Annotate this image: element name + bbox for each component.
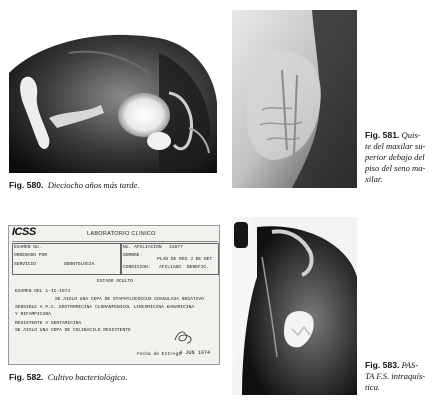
nombre-label: NOMBRE (123, 253, 140, 258)
caption-text-line: xilar. (365, 174, 383, 184)
caption-text-line: TA F.S. intraquís- (365, 371, 426, 381)
caption-text-line: tica. (365, 382, 381, 392)
caption-text-line: te del maxilar su- (365, 141, 426, 151)
afiliacion-value: 31077 (169, 245, 183, 250)
lab-title: LABORATORIO CLINICO (87, 231, 156, 237)
caption-text-line: PAS- (401, 360, 419, 370)
afiliacion-label: No. AFILIACION (123, 245, 162, 250)
estado-text: ESTADO OCULTO (97, 279, 133, 284)
condicion-label: CONDICION: (123, 265, 151, 270)
xray-image-581 (232, 10, 357, 188)
report-line: Y RIFAMPICINA (15, 312, 51, 317)
servicio-value: ODONTOLOGIA (64, 262, 95, 267)
caption-fig-580 (9, 180, 140, 191)
fecha-value: 4 JUN 1974 (179, 350, 211, 356)
lab-logo: ICSS (12, 226, 36, 238)
caption-number: Fig. 583. (365, 360, 400, 370)
figure-583-xray (232, 217, 357, 395)
caption-fig-582 (9, 372, 127, 383)
xray-image-583 (232, 217, 357, 395)
report-line: SENSIBLE A P.C. ERITROMICINA CLORANFENICOL LINCOMICINA KANAMICINA (15, 305, 195, 310)
condicion-option-afiliado: AFILIADO (159, 265, 182, 270)
servicio-label: SERVICIO (14, 262, 37, 267)
fecha-label: Fecha de Entrega (137, 352, 182, 357)
xray-image-580 (9, 33, 217, 173)
caption-text-line: piso del seno ma- (365, 163, 426, 173)
caption-fig-581 (365, 130, 439, 185)
caption-fig-583 (365, 360, 439, 393)
report-line: RESISTENTE A GENTAMICINA (15, 321, 82, 326)
caption-text-line: Quis- (401, 130, 421, 140)
signature-mark (172, 328, 194, 346)
caption-number: Fig. 582. (9, 372, 44, 382)
examen-label: EXAMEN No. (14, 245, 42, 250)
divider (12, 241, 218, 242)
caption-text: Cultivo bacteriológico. (47, 372, 128, 382)
ordenado-label: ORDENADO POR (14, 253, 48, 258)
caption-number: Fig. 581. (365, 130, 400, 140)
report-line: EXAMEN DEL 1-II-1974 (15, 289, 71, 294)
lab-report-document (8, 225, 220, 365)
film-marker-icon (234, 222, 248, 248)
figure-580-xray (9, 33, 217, 173)
report-line: SE AISLO UNA CEPA DE COLIBACILO RESISTENTE (15, 328, 131, 333)
condicion-option-benefic: BENEFIC. (187, 265, 210, 270)
caption-text-line: perior debajo del (365, 152, 425, 162)
caption-text: Dieciocho años más tarde. (47, 180, 140, 190)
figure-581-xray (232, 10, 357, 188)
nombre-value: PLAN DE ROS J DE DET (157, 257, 213, 262)
report-line: SE AISLO UNA CEPA DE STAPHYLOCOCCUS COAGULASA NEGATIVO (55, 297, 204, 302)
caption-number: Fig. 580. (9, 180, 44, 190)
